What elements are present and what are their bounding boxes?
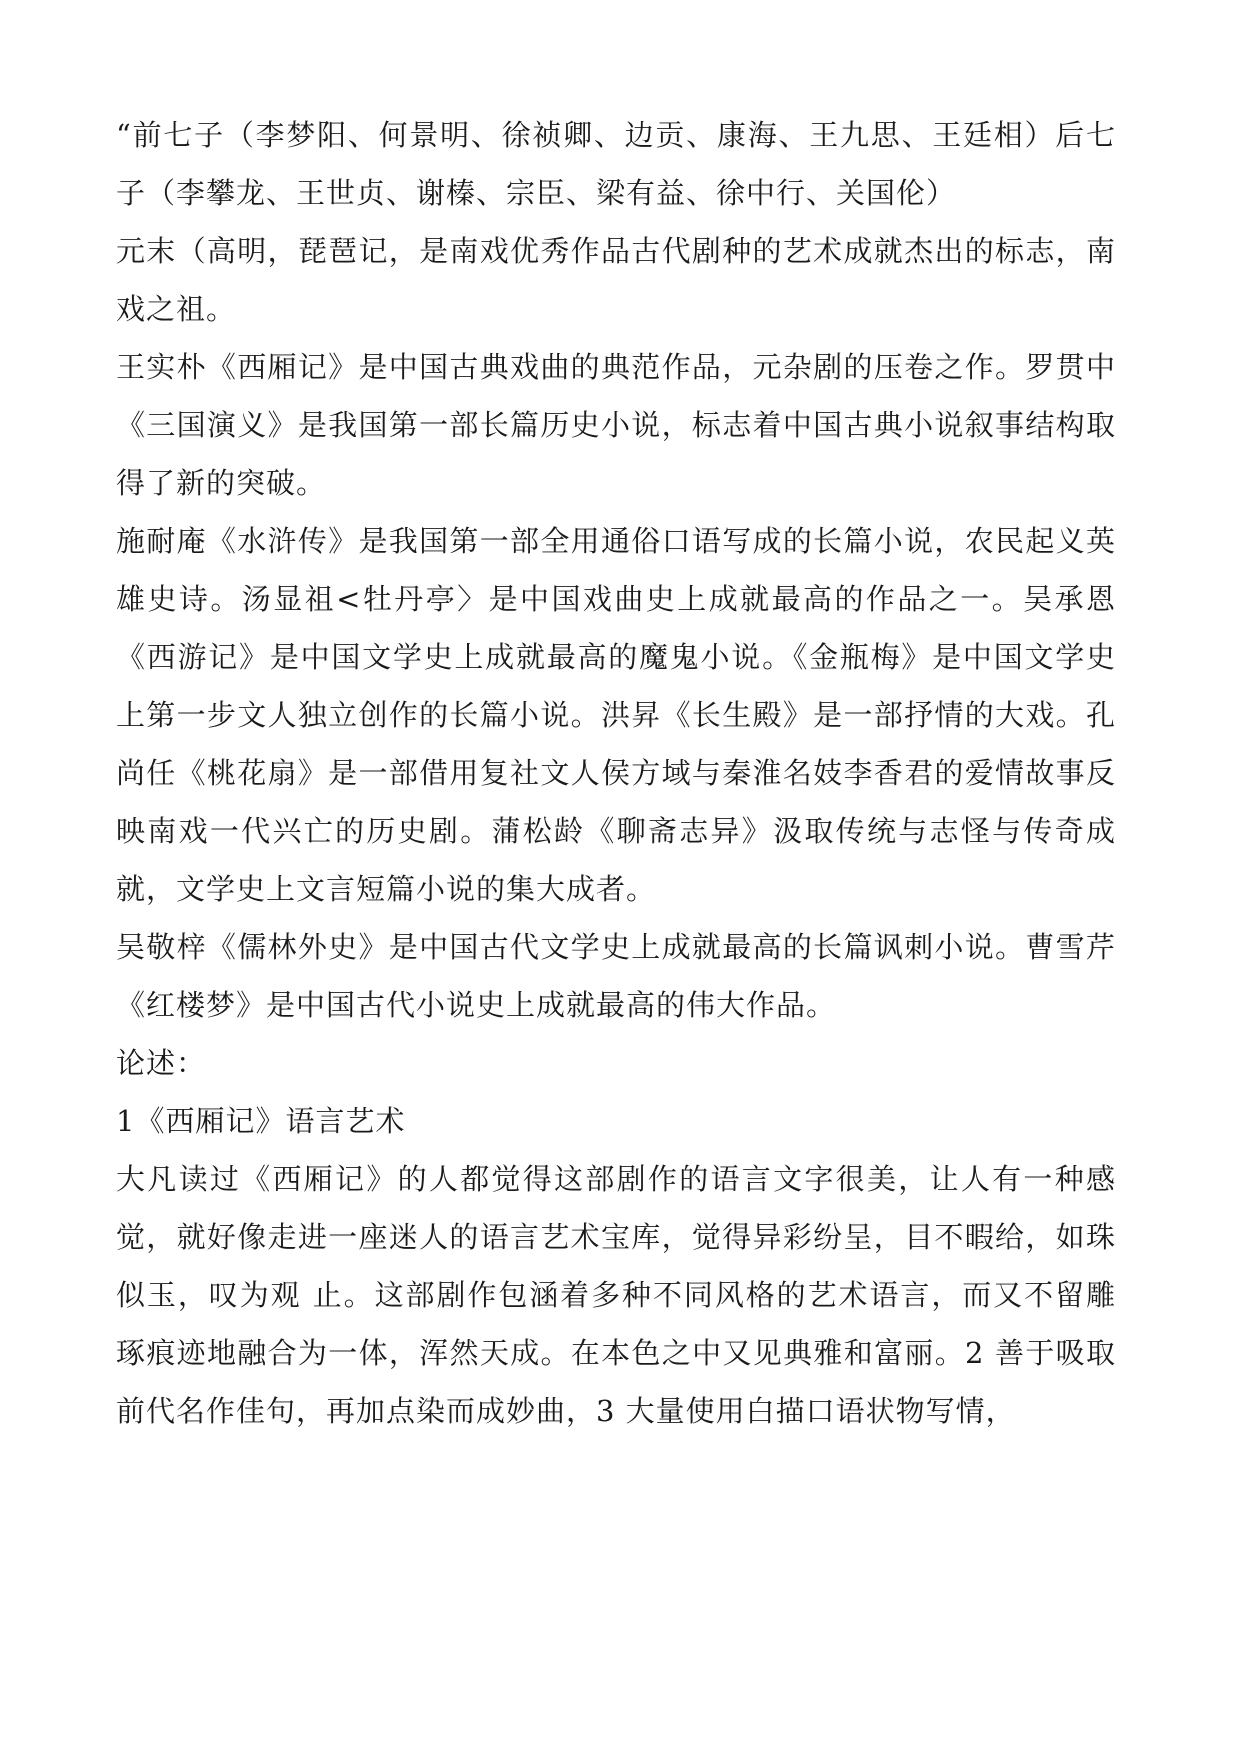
- paragraph-late-yuan: 元末（高明，琵琶记，是南戏优秀作品古代剧种的艺术成就杰出的标志，南戏之祖。: [116, 234, 1116, 326]
- subheading-language-art: 1《西厢记》语言艺术: [116, 1104, 406, 1138]
- section-heading-discussion: 论述：: [116, 1046, 207, 1080]
- document-body: [116, 106, 1116, 1440]
- paragraph-scholars-red-chamber: 吴敬梓《儒林外史》是中国古代文学史上成就最高的长篇讽刺小说。曹雪芹《红楼梦》是中国古代小说史上成就最高的伟大作品。: [116, 930, 1116, 1022]
- paragraph-western-chamber: 王实朴《西厢记》是中国古典戏曲的典范作品，元杂剧的压卷之作。罗贯中《三国演义》是我国第一部长篇历史小说，标志着中国古典小说叙事结构取得了新的突破。: [116, 350, 1116, 500]
- paragraph-seven-masters: “前七子（李梦阳、何景明、徐祯卿、边贡、康海、王九思、王廷相）后七子（李攀龙、王世贞、谢榛、宗臣、梁有益、徐中行、关国伦）: [116, 118, 1116, 210]
- paragraph-classic-novels: 施耐庵《水浒传》是我国第一部全用通俗口语写成的长篇小说，农民起义英雄史诗。汤显祖<牡丹亭〉是中国戏曲史上成就最高的作品之一。吴承恩《西游记》是中国文学史上成就最高的魔鬼小说。《金瓶梅》是中国文学史上第一步文人独立创作的长篇小说。洪昇《长生殿》是一部抒情的大戏。孔尚任《桃花扇》是一部借用复社文人侯方域与秦淮名妓李香君的爱情故事反映南戏一代兴亡的历史剧。蒲松龄《聊斋志异》汲取传统与志怪与传奇成就，文学史上文言短篇小说的集大成者。: [116, 524, 1116, 906]
- paragraph-language-art: 大凡读过《西厢记》的人都觉得这部剧作的语言文字很美，让人有一种感觉，就好像走进一座迷人的语言艺术宝库，觉得异彩纷呈，目不暇给，如珠似玉，叹为观 止。这部剧作包涵着多种不同风格的艺术语言，而又不留雕琢痕迹地融合为一体，浑然天成。在本色之中又见典雅和富丽。2 善于吸取前代名作佳句，再加点染而成妙曲，3 大量使用白描口语状物写情，: [116, 1162, 1116, 1428]
